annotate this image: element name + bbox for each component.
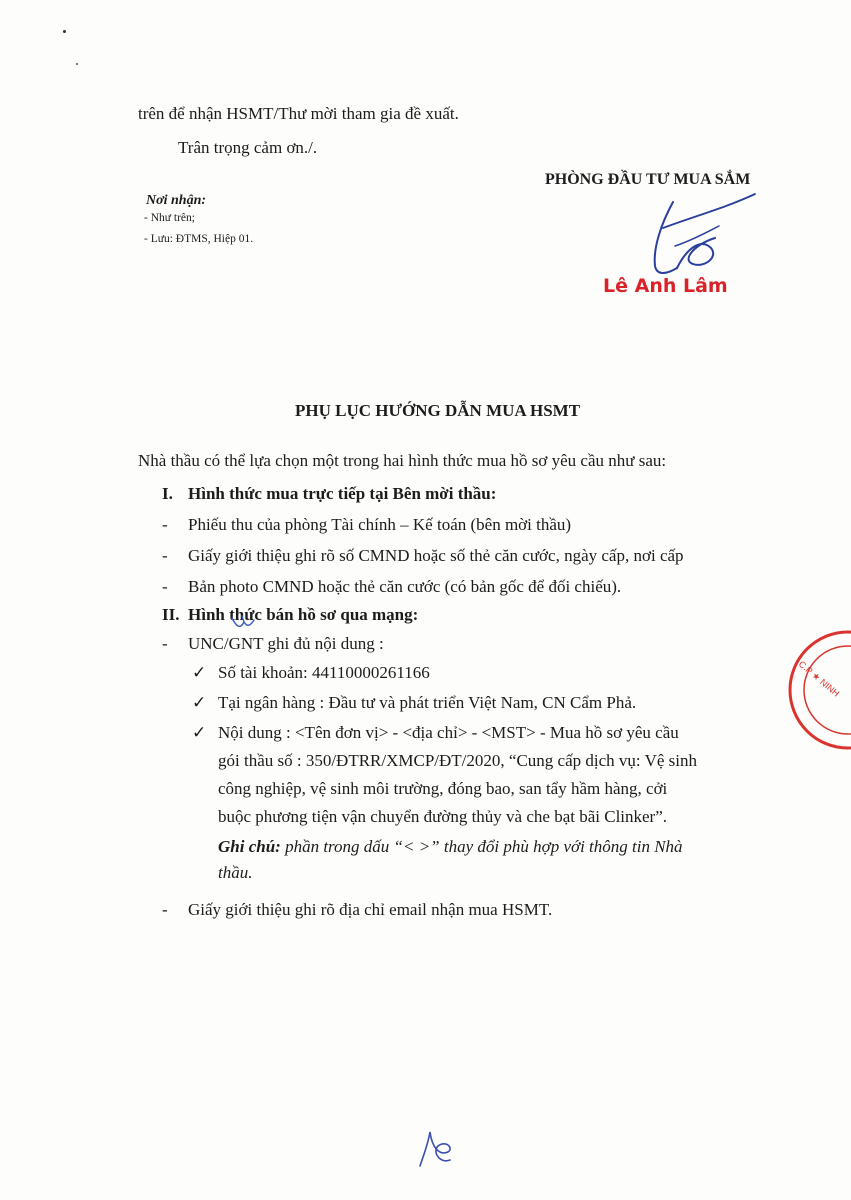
initials-mark <box>226 612 262 642</box>
intro-tail-text: trên để nhận HSMT/Thư mời tham gia đề xuất. <box>138 104 459 123</box>
section1-item: Bản photo CMND hoặc thẻ căn cước (có bản gốc để đối chiếu). <box>188 577 622 596</box>
section1-heading-number: I. <box>162 484 173 503</box>
section1-item: Phiếu thu của phòng Tài chính – Kế toán (bên mời thầu) <box>188 515 572 534</box>
content-line: buộc phương tiện vận chuyển đường thủy và che bạt bãi Clinker”. <box>218 807 668 826</box>
note-label: Ghi chú: <box>218 837 281 856</box>
scan-speck <box>76 63 78 65</box>
content-line: gói thầu số : 350/ĐTRR/XMCP/ĐT/2020, “Cung cấp dịch vụ: Vệ sinh <box>218 751 697 770</box>
appendix-intro: Nhà thầu có thể lựa chọn một trong hai hình thức mua hồ sơ yêu cầu như sau: <box>138 451 667 470</box>
section2-item-email: Giấy giới thiệu ghi rõ địa chỉ email nhận mua HSMT. <box>188 900 553 919</box>
check-mark-icon: ✓ <box>192 723 207 742</box>
section2-heading: Hình thức bán hồ sơ qua mạng: <box>188 605 419 624</box>
bullet-dash: - <box>162 515 168 534</box>
bank-text: Tại ngân hàng : Đầu tư và phát triển Việt Nam, CN Cẩm Phả. <box>218 693 637 712</box>
bottom-initials-mark <box>410 1126 458 1176</box>
stamp-text: C.P ★ NINH <box>796 658 842 699</box>
section2-item-transfer: UNC/GNT ghi đủ nội dung : <box>188 634 384 653</box>
bullet-dash: - <box>162 577 168 596</box>
note-text: phần trong dấu “< >” thay đổi phù hợp với thông tin Nhà <box>285 837 683 856</box>
appendix-title: PHỤ LỤC HƯỚNG DẪN MUA HSMT <box>295 401 581 420</box>
section2-heading-number: II. <box>162 605 180 624</box>
signer-name: Lê Anh Lâm <box>603 275 728 297</box>
note-text-continued: thầu. <box>218 863 253 882</box>
content-line: Nội dung : <Tên đơn vị> - <địa chỉ> - <MST> - Mua hồ sơ yêu cầu <box>218 723 679 742</box>
check-mark-icon: ✓ <box>192 663 207 682</box>
scan-speck <box>63 30 66 33</box>
bullet-dash: - <box>162 900 168 919</box>
section1-heading: Hình thức mua trực tiếp tại Bên mời thầu: <box>188 484 497 503</box>
note-line <box>218 836 683 858</box>
section1-item: Giấy giới thiệu ghi rõ số CMND hoặc số thẻ căn cước, ngày cấp, nơi cấp <box>188 546 684 565</box>
recipients-label: Nơi nhận: <box>146 193 207 208</box>
closing-text: Trân trọng cảm ơn./. <box>178 138 318 157</box>
account-number-text: Số tài khoản: 44110000261166 <box>218 663 430 682</box>
signature-image <box>615 188 775 283</box>
recipient-line: - Lưu: ĐTMS, Hiệp 01. <box>144 233 254 245</box>
content-line: công nghiệp, vệ sinh môi trường, đóng bao, san tẩy hầm hàng, cởi <box>218 779 668 798</box>
department-title: PHÒNG ĐẦU TƯ MUA SẮM <box>545 171 751 188</box>
bullet-dash: - <box>162 634 168 653</box>
recipient-line: - Như trên; <box>144 212 195 224</box>
company-stamp <box>770 625 851 755</box>
check-mark-icon: ✓ <box>192 693 207 712</box>
bullet-dash: - <box>162 546 168 565</box>
